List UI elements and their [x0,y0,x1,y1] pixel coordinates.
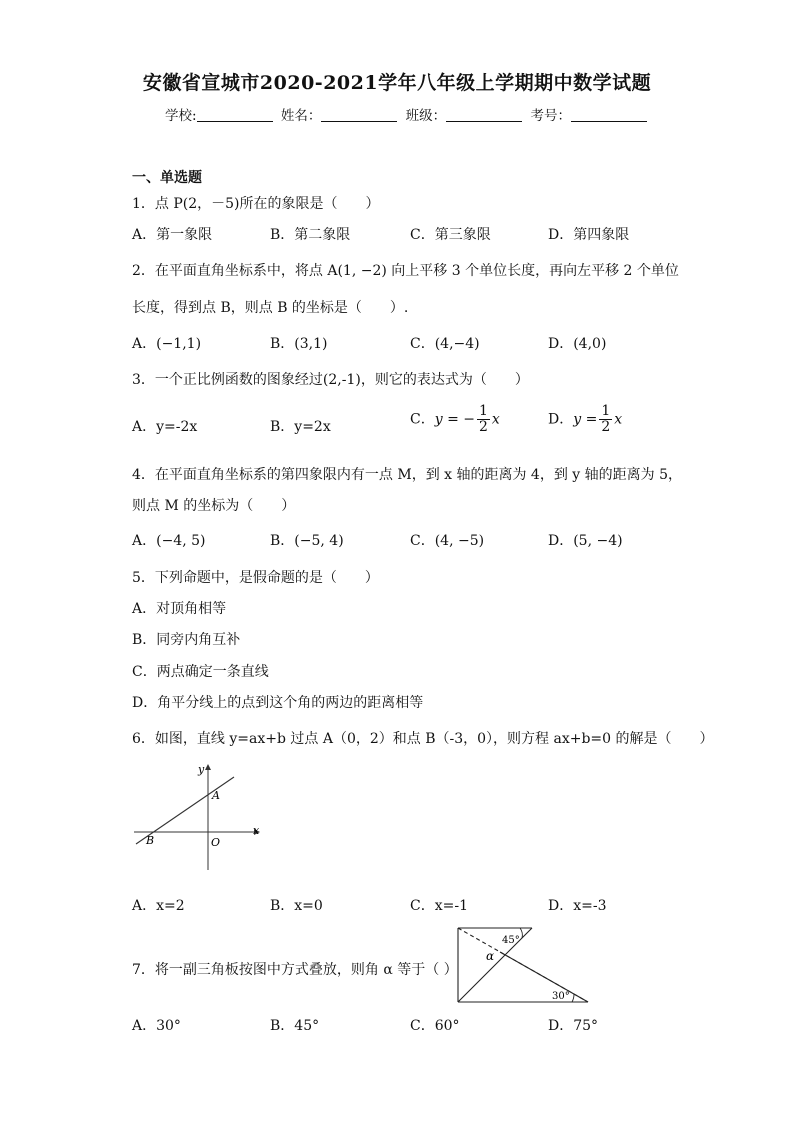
info-label-name: 姓名： [280,108,322,124]
section-heading: 一、单选题 [132,170,202,186]
y-axis-arrow [205,764,211,770]
q2-option-b: B．(3,1) [270,336,328,352]
q7-stem: 7．将一副三角板按图中方式叠放，则角 α 等于（ ） [132,962,458,978]
point-a-label: A [212,789,220,802]
angle-45-label: 45° [502,935,520,946]
q3-option-d-lhs: y = [573,411,598,428]
q1-stem: 1．点 P(2，－5)所在的象限是（ ） [132,196,380,212]
hypotenuse-30-solid [500,952,588,1002]
fraction-denominator: 2 [601,419,611,435]
q5-stem: 5．下列命题中，是假命题的是（ ） [132,570,379,586]
q2-option-a: A．(−1,1) [132,336,202,352]
q1-option-d: D．第四象限 [548,227,630,243]
exam-number-blank [571,107,647,122]
q7-option-c: C．60° [410,1018,460,1034]
q3-option-c-prefix: C． [410,411,435,428]
x-axis-label: x [253,824,260,837]
q7-option-b: B．45° [270,1018,320,1034]
q6-option-a: A．x=2 [132,898,185,914]
q3-option-c [410,404,500,435]
point-b-label: B [146,834,155,847]
q6-option-d: D．x=-3 [548,898,607,914]
q4-stem-line1: 4．在平面直角坐标系的第四象限内有一点 M，到 x 轴的距离为 4，到 y 轴的距离为 5， [132,467,683,483]
q5-option-d: D．角平分线上的点到这个角的两边的距离相等 [132,695,424,711]
q4-option-a: A．(−4, 5) [132,533,206,549]
hypotenuse-45 [458,928,532,1002]
origin-label: O [211,836,221,849]
q7-option-d: D．75° [548,1018,599,1034]
fraction-one-half [477,404,490,435]
angle-30-arc [572,994,574,1002]
fraction-denominator: 2 [479,419,488,435]
class-blank [446,107,522,122]
fraction-numerator: 1 [479,403,488,419]
fraction-numerator: 1 [601,403,611,419]
school-blank [197,107,273,122]
q3-stem: 3．一个正比例函数的图象经过(2,-1)，则它的表达式为（ ） [132,372,529,388]
student-info-fields [165,104,651,124]
q6-option-b: B．x=0 [270,898,323,914]
q1-option-c: C．第三象限 [410,227,491,243]
angle-30-label: 30° [552,991,570,1002]
page-title: 安徽省宣城市2020-2021学年八年级上学期期中数学试题 [142,72,652,94]
fraction-one-half [599,404,612,435]
q4-stem-line2: 则点 M 的坐标为（ ） [132,498,296,514]
q4-option-c: C．(4, −5) [410,533,485,549]
q1-option-b: B．第二象限 [270,227,351,243]
q3-option-d-var: x [614,411,623,428]
q1-option-a: A．第一象限 [132,227,213,243]
angle-45-arc [520,928,522,938]
q3-option-c-lhs: y = − [434,411,475,428]
name-blank [321,107,397,122]
q4-option-d: D．(5, −4) [548,533,623,549]
q7-set-square-figure [452,922,594,1006]
q2-stem-line1: 2．在平面直角坐标系中，将点 A(1, −2) 向上平移 3 个单位长度，再向左平移 2 个单位 [132,263,679,279]
q6-line-graph-figure [130,762,266,874]
q3-option-a: A．y=-2x [132,419,198,435]
q5-option-c: C．两点确定一条直线 [132,664,269,680]
q2-option-c: C．(4,−4) [410,336,480,352]
q6-option-c: C．x=-1 [410,898,468,914]
q3-option-c-var: x [491,411,500,428]
y-axis-label: y [198,763,205,776]
info-label-school: 学校: [165,108,197,124]
q2-option-d: D．(4,0) [548,336,607,352]
q4-option-b: B．(−5, 4) [270,533,344,549]
q6-stem: 6．如图，直线 y=ax+b 过点 A（0，2）和点 B（-3，0），则方程 ax+b=0 的解是（ ） [132,731,714,747]
q5-option-b: B．同旁内角互补 [132,632,241,648]
q3-option-d-prefix: D． [548,411,574,428]
alpha-label: α [486,949,495,963]
info-label-class: 班级： [405,108,447,124]
q3-option-d [548,404,622,435]
q3-option-b: B．y=2x [270,419,331,435]
q7-option-a: A．30° [132,1018,181,1034]
q2-stem-line2: 长度，得到点 B，则点 B 的坐标是（ ）. [132,300,409,316]
info-label-exam-number: 考号： [530,108,571,124]
q5-option-a: A．对顶角相等 [132,601,227,617]
